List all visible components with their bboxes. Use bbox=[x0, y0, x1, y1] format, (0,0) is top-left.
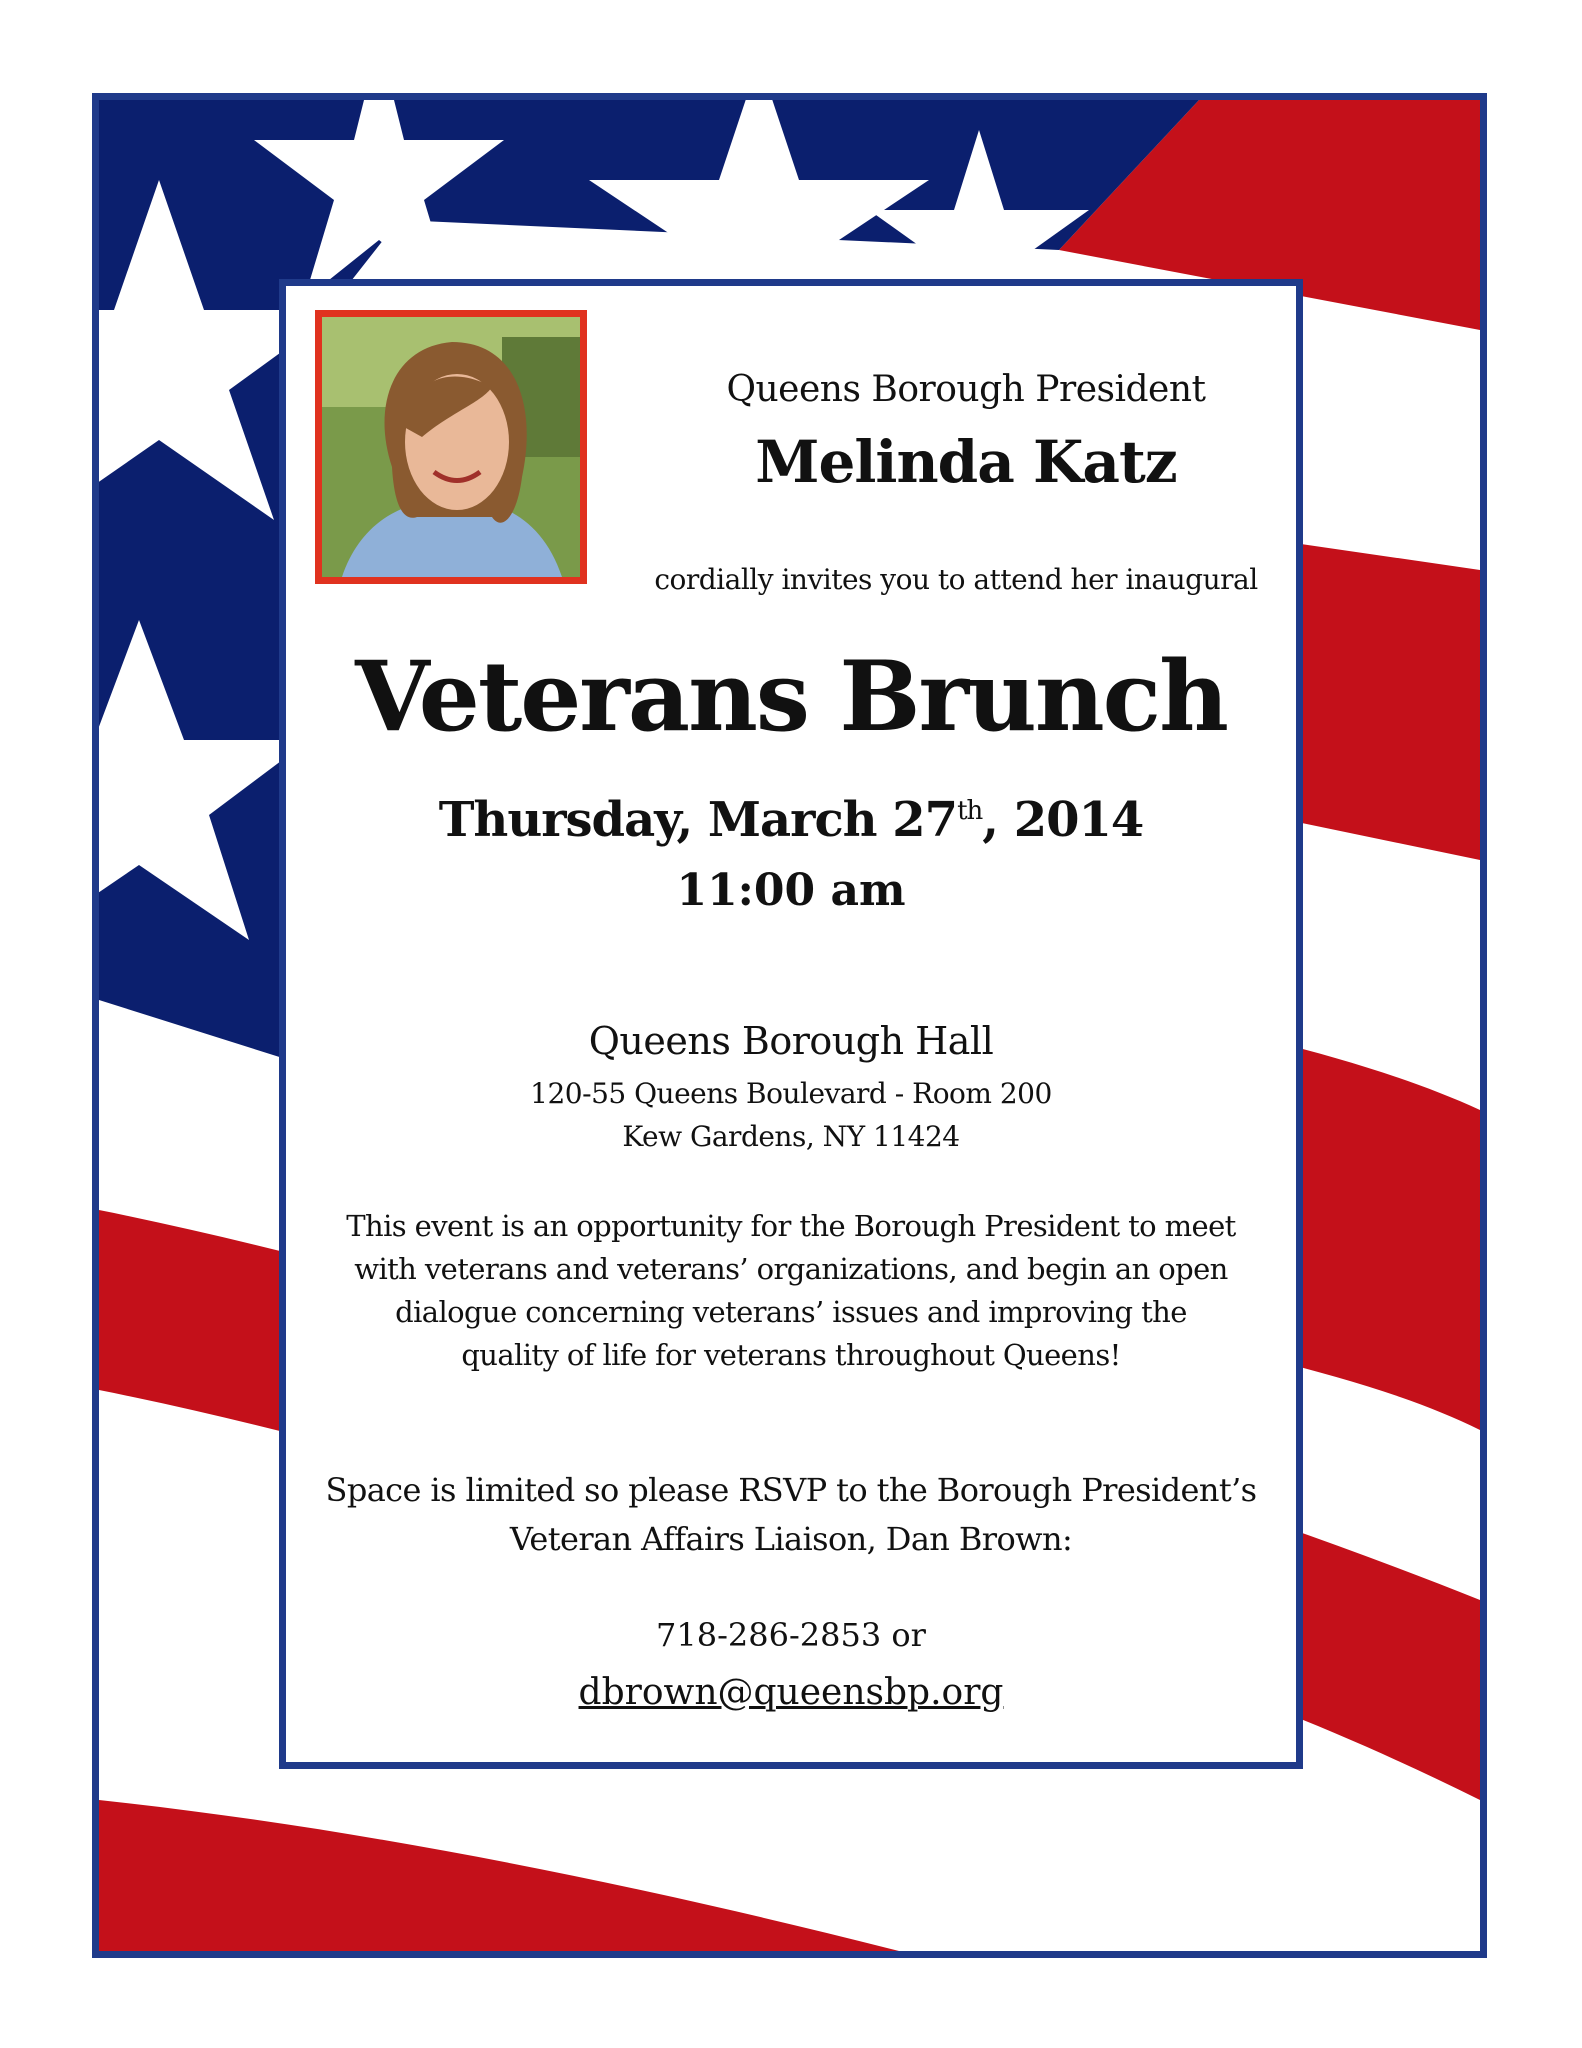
event-date-ordinal: th bbox=[957, 796, 983, 826]
flag-stripe bbox=[99, 1800, 899, 1951]
event-date-prefix: Thursday, March 27 bbox=[438, 792, 958, 848]
portrait-photo bbox=[315, 310, 587, 584]
event-date bbox=[286, 792, 1296, 848]
subtitle: Queens Borough President bbox=[726, 369, 1206, 410]
rsvp-text: Space is limited so please RSVP to the Borough President’s Veteran Affairs Liaison, Dan Brown: bbox=[325, 1471, 1257, 1558]
event-description: This event is an opportunity for the Borough President to meet with veterans and veterans’ organizations, and begin an open dialogue concerning veterans’ issues and improving the quality of life for veterans throughout Queens! bbox=[346, 1209, 1236, 1372]
rsvp-email bbox=[286, 1672, 1296, 1713]
event-title: Veterans Brunch bbox=[355, 640, 1227, 753]
rsvp-phone: 718-286-2853 or bbox=[656, 1616, 926, 1654]
event-time: 11:00 am bbox=[676, 865, 906, 916]
invite-line: cordially invites you to attend her inaugural bbox=[654, 563, 1258, 596]
event-date-suffix: , 2014 bbox=[982, 792, 1144, 848]
venue-name: Queens Borough Hall bbox=[588, 1019, 994, 1063]
host-name: Melinda Katz bbox=[755, 428, 1177, 496]
rsvp-email-link[interactable]: dbrown@queensbp.org bbox=[578, 1672, 1004, 1713]
venue-address-line1: 120-55 Queens Boulevard - Room 200 bbox=[530, 1077, 1052, 1110]
venue-address-line2: Kew Gardens, NY 11424 bbox=[622, 1120, 960, 1153]
invitation-panel bbox=[279, 279, 1303, 1769]
